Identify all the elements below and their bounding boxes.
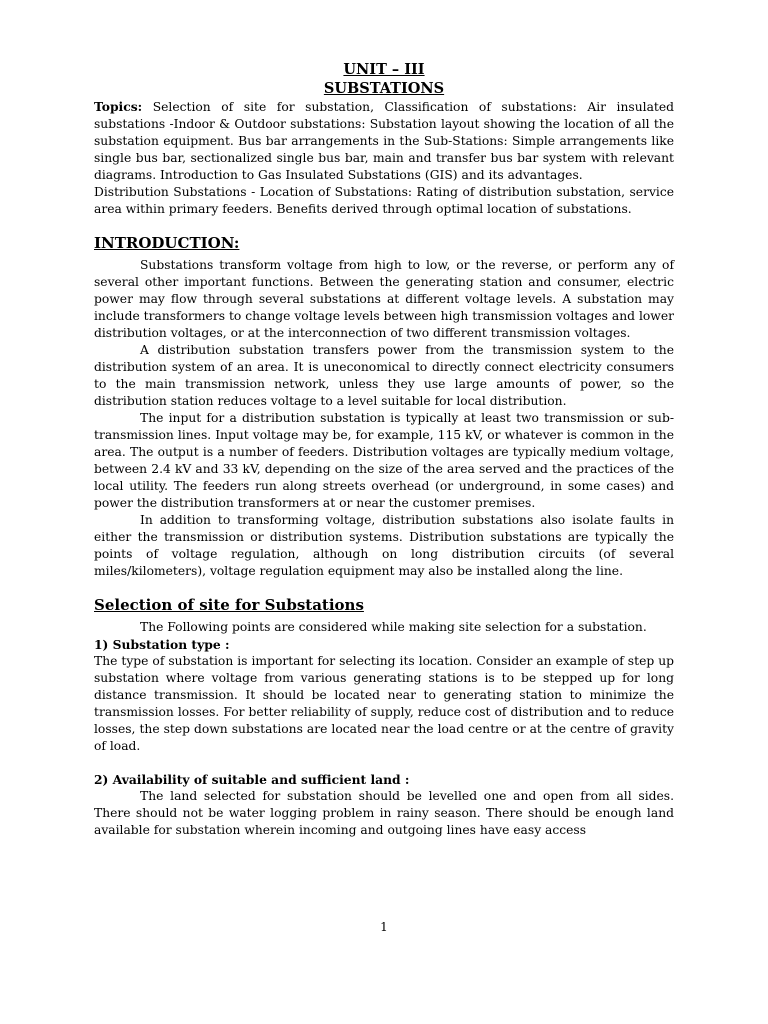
item1-title: 1) Substation type :	[94, 637, 230, 652]
site-selection-intro: The Following points are considered while making site selection for a substation.	[140, 620, 647, 634]
introduction-heading: INTRODUCTION:	[94, 234, 240, 252]
topics-paragraph	[94, 98, 674, 184]
item1-text: The type of substation is important for selecting its location. Consider an example of step up substation where voltage from various generating stations is to be stepped up for long distance transmission. It should be located near to generating station to minimize the transmission losses. For better reliability of supply, reduce cost of distribution and to reduce losses, the step down substations are located near the load centre or at the centre of gravity of load.	[94, 654, 674, 753]
topics-line2: Distribution Substations - Location of Substations: Rating of distribution substation, service area within primary feeders. Benefits derived through optimal location of substations.	[94, 185, 674, 216]
page-number: 1	[380, 920, 388, 934]
topics-label: Topics:	[94, 99, 143, 114]
intro-paragraph-4: In addition to transforming voltage, distribution substations also isolate faults in either the transmission or distribution systems. Distribution substations are typically the points of voltage regulation, although on long distribution circuits (of several miles/kilometers), voltage regulation equipment may also be installed along the line.	[94, 513, 674, 578]
document-title: SUBSTATIONS	[323, 80, 445, 97]
document-header	[94, 60, 674, 98]
unit-title: UNIT – III	[343, 61, 425, 78]
site-selection-heading: Selection of site for Substations	[94, 596, 364, 614]
intro-paragraph-1: Substations transform voltage from high to low, or the reverse, or perform any of several other important functions. Between the generating station and consumer, electric power may flow through several substations at different voltage levels. A substation may include transformers to change voltage levels between high transmission voltages and lower distribution voltages, or at the interconnection of two different transmission voltages.	[94, 258, 674, 340]
intro-paragraph-2: A distribution substation transfers power from the transmission system to the distribution system of an area. It is uneconomical to directly connect electricity consumers to the main transmission network, unless they use large amounts of power, so the distribution station reduces voltage to a level suitable for local distribution.	[94, 343, 674, 408]
item2-title: 2) Availability of suitable and sufficient land :	[94, 772, 410, 787]
topics-section	[94, 98, 674, 218]
site-selection-section	[94, 596, 674, 839]
intro-paragraph-3: The input for a distribution substation is typically at least two transmission or sub-transmission lines. Input voltage may be, for example, 115 kV, or whatever is common in the area. The output is a number of feeders. Distribution voltages are typically medium voltage, between 2.4 kV and 33 kV, depending on the size of the area served and the practices of the local utility. The feeders run along streets overhead (or underground, in some cases) and power the distribution transformers at or near the customer premises.	[94, 411, 674, 510]
introduction-section	[94, 234, 674, 580]
item2-text: The land selected for substation should be levelled one and open from all sides. There should not be water logging problem in rainy season. There should be enough land available for substation wherein incoming and outgoing lines have easy access	[94, 789, 674, 837]
topics-text: Selection of site for substation, Classification of substations: Air insulated substations -Indoor & Outdoor substations: Substation layout showing the location of all the substation equipment. Bus bar arrangements in the Sub-Stations: Simple arrangements like single bus bar, sectionalized single bus bar, main and transfer bus bar system with relevant diagrams. Introduction to Gas Insulated Substations (GIS) and its advantages.	[94, 100, 674, 182]
